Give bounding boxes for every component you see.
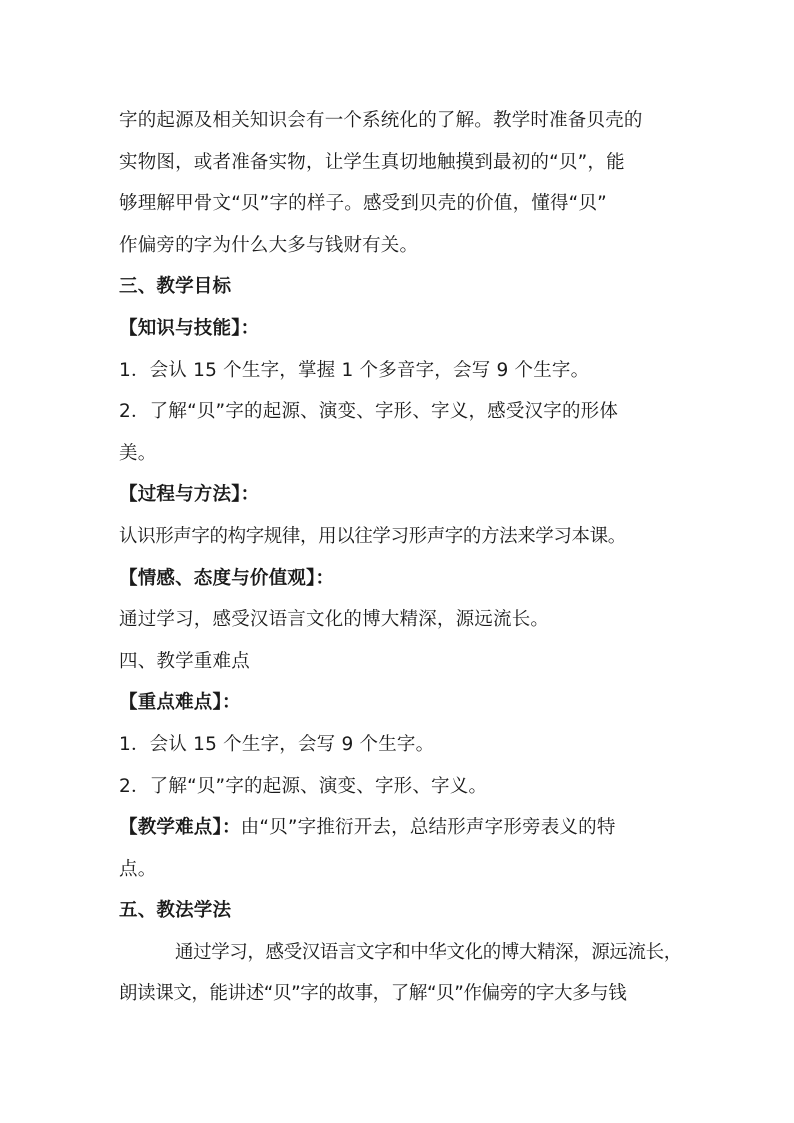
subheading-teaching-difficulty: 【教学难点】： [119,817,241,839]
process-methods-text: 认识形声字的构字规律，用以往学习形声字的方法来学习本课。 [119,525,626,547]
subheading-emotion-values: 【情感、态度与价值观】： [119,567,335,589]
subheading-process-methods: 【过程与方法】： [119,484,260,506]
difficulty-line [119,807,679,849]
section-heading-teaching-goals: 三、教学目标 [119,276,232,298]
section-heading-key-difficulties: 四、教学重难点 [119,650,250,672]
difficulty-text-continued: 点。 [119,858,157,880]
paragraph-line-3: 够理解甲骨文“贝”字的样子。感受到贝壳的价值，懂得“贝” [119,193,607,215]
paragraph-line-1: 字的起源及相关知识会有一个系统化的了解。教学时准备贝壳的 [119,110,643,131]
subheading-knowledge-skills: 【知识与技能】： [119,317,260,339]
key-point-item-2: 2．了解“贝”字的起源、演变、字形、字义。 [119,775,488,797]
difficulty-text: 由“贝”字推衍开去，总结形声字形旁表义的特 [240,817,616,839]
key-point-item-1: 1．会认 15 个生字，会写 9 个生字。 [119,733,435,755]
document-body [119,100,682,1015]
list-item-1: 1．会认 15 个生字，掌握 1 个多音字，会写 9 个生字。 [119,359,590,381]
methods-paragraph-line-2: 朗读课文，能讲述“贝”字的故事，了解“贝”作偏旁的字大多与钱 [119,983,627,1005]
section-heading-methods: 五、教法学法 [119,900,232,922]
paragraph-line-2: 实物图，或者准备实物，让学生真切地触摸到最初的“贝”，能 [119,151,625,173]
list-item-2-continued: 美。 [119,442,157,464]
methods-paragraph-line-1: 通过学习，感受汉语言文字和中华文化的博大精深，源远流长， [175,941,682,963]
subheading-key-points: 【重点难点】： [119,692,241,714]
emotion-values-text: 通过学习，感受汉语言文化的博大精深，源远流长。 [119,609,550,631]
paragraph-line-4: 作偏旁的字为什么大多与钱财有关。 [119,234,419,256]
list-item-2: 2．了解“贝”字的起源、演变、字形、字义，感受汉字的形体 [119,401,619,423]
